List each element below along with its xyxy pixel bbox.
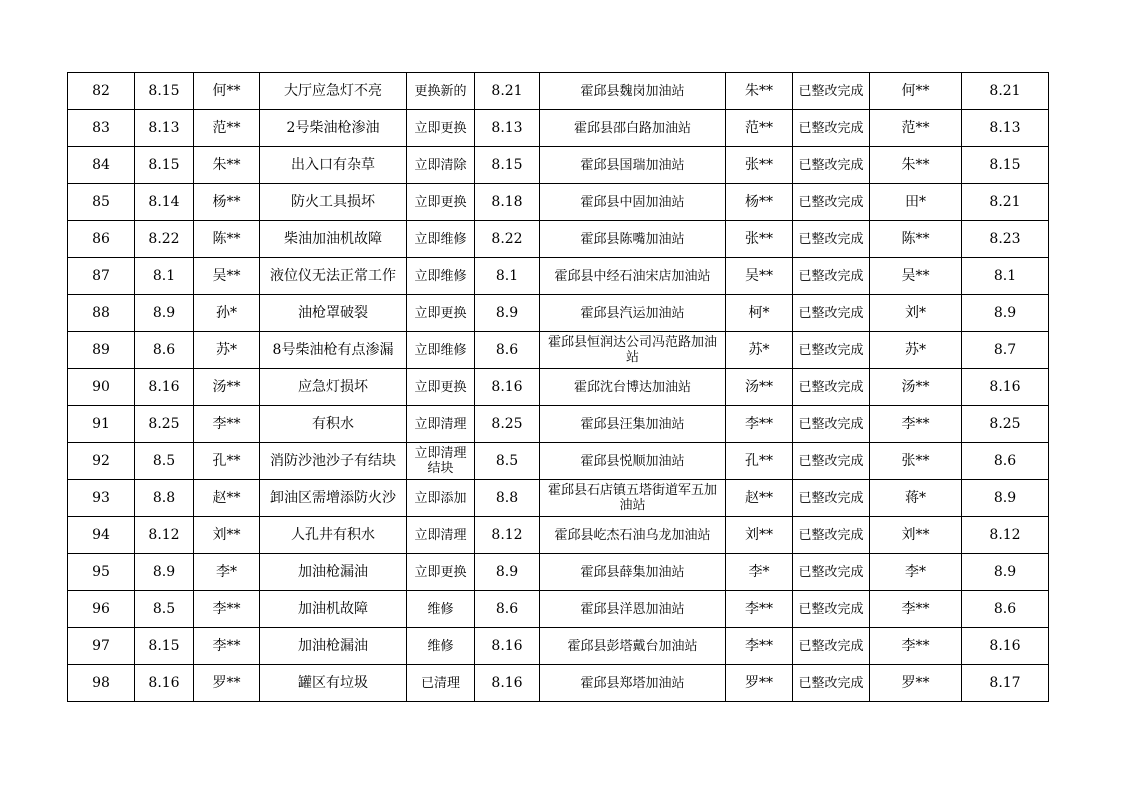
cell-reporter: 何**: [194, 73, 260, 110]
cell-action: 立即更换: [407, 295, 475, 332]
cell-action-date: 8.15: [475, 147, 540, 184]
cell-responsible: 苏*: [726, 332, 793, 369]
cell-issue: 人孔井有积水: [260, 517, 407, 554]
cell-check-date: 8.7: [962, 332, 1049, 369]
cell-date: 8.14: [135, 184, 194, 221]
cell-reporter: 孔**: [194, 443, 260, 480]
cell-reporter: 苏*: [194, 332, 260, 369]
cell-date: 8.22: [135, 221, 194, 258]
table-row: [68, 517, 1049, 554]
cell-no: 96: [68, 591, 135, 628]
cell-status: 已整改完成: [793, 332, 870, 369]
cell-date: 8.9: [135, 554, 194, 591]
cell-date: 8.12: [135, 517, 194, 554]
cell-status: 已整改完成: [793, 517, 870, 554]
cell-responsible: 汤**: [726, 369, 793, 406]
cell-checker: 苏*: [870, 332, 962, 369]
cell-checker: 汤**: [870, 369, 962, 406]
cell-check-date: 8.21: [962, 73, 1049, 110]
cell-responsible: 罗**: [726, 665, 793, 702]
cell-no: 95: [68, 554, 135, 591]
cell-status: 已整改完成: [793, 443, 870, 480]
cell-action: 立即清除: [407, 147, 475, 184]
cell-date: 8.15: [135, 73, 194, 110]
table-row: [68, 443, 1049, 480]
cell-checker: 陈**: [870, 221, 962, 258]
cell-action-date: 8.25: [475, 406, 540, 443]
cell-responsible: 杨**: [726, 184, 793, 221]
cell-action-date: 8.9: [475, 295, 540, 332]
cell-check-date: 8.9: [962, 295, 1049, 332]
cell-no: 91: [68, 406, 135, 443]
cell-reporter: 孙*: [194, 295, 260, 332]
cell-action-date: 8.12: [475, 517, 540, 554]
cell-station: 霍邱县中经石油宋店加油站: [540, 258, 726, 295]
cell-check-date: 8.17: [962, 665, 1049, 702]
cell-issue: 出入口有杂草: [260, 147, 407, 184]
cell-status: 已整改完成: [793, 406, 870, 443]
table-row: [68, 369, 1049, 406]
table-row: [68, 147, 1049, 184]
cell-status: 已整改完成: [793, 184, 870, 221]
cell-checker: 吴**: [870, 258, 962, 295]
cell-checker: 蒋*: [870, 480, 962, 517]
cell-no: 98: [68, 665, 135, 702]
cell-reporter: 陈**: [194, 221, 260, 258]
cell-action-date: 8.6: [475, 332, 540, 369]
cell-date: 8.16: [135, 369, 194, 406]
cell-action-date: 8.1: [475, 258, 540, 295]
cell-status: 已整改完成: [793, 221, 870, 258]
cell-no: 87: [68, 258, 135, 295]
cell-responsible: 李**: [726, 591, 793, 628]
cell-station: 霍邱县薛集加油站: [540, 554, 726, 591]
cell-issue: 应急灯损坏: [260, 369, 407, 406]
cell-responsible: 范**: [726, 110, 793, 147]
cell-reporter: 杨**: [194, 184, 260, 221]
cell-checker: 李**: [870, 591, 962, 628]
cell-issue: 柴油加油机故障: [260, 221, 407, 258]
cell-station: 霍邱县陈嘴加油站: [540, 221, 726, 258]
cell-reporter: 李**: [194, 406, 260, 443]
cell-status: 已整改完成: [793, 591, 870, 628]
cell-responsible: 吴**: [726, 258, 793, 295]
cell-no: 88: [68, 295, 135, 332]
cell-reporter: 赵**: [194, 480, 260, 517]
cell-station: 霍邱县邵白路加油站: [540, 110, 726, 147]
cell-reporter: 吴**: [194, 258, 260, 295]
cell-check-date: 8.12: [962, 517, 1049, 554]
cell-status: 已整改完成: [793, 258, 870, 295]
cell-responsible: 李**: [726, 628, 793, 665]
cell-no: 82: [68, 73, 135, 110]
cell-station: 霍邱县汽运加油站: [540, 295, 726, 332]
table-row: [68, 665, 1049, 702]
cell-reporter: 范**: [194, 110, 260, 147]
cell-action: 立即更换: [407, 554, 475, 591]
cell-responsible: 张**: [726, 147, 793, 184]
cell-action-date: 8.8: [475, 480, 540, 517]
cell-station: 霍邱县洋恩加油站: [540, 591, 726, 628]
cell-action: 立即更换: [407, 184, 475, 221]
cell-status: 已整改完成: [793, 110, 870, 147]
cell-status: 已整改完成: [793, 73, 870, 110]
cell-date: 8.5: [135, 591, 194, 628]
cell-issue: 消防沙池沙子有结块: [260, 443, 407, 480]
table-row: [68, 628, 1049, 665]
cell-no: 93: [68, 480, 135, 517]
cell-issue: 液位仪无法正常工作: [260, 258, 407, 295]
table-row: [68, 110, 1049, 147]
cell-date: 8.1: [135, 258, 194, 295]
cell-responsible: 李**: [726, 406, 793, 443]
cell-issue: 加油枪漏油: [260, 628, 407, 665]
cell-check-date: 8.16: [962, 369, 1049, 406]
cell-station: 霍邱县国瑞加油站: [540, 147, 726, 184]
cell-checker: 何**: [870, 73, 962, 110]
cell-responsible: 孔**: [726, 443, 793, 480]
cell-status: 已整改完成: [793, 665, 870, 702]
cell-action-date: 8.5: [475, 443, 540, 480]
cell-checker: 范**: [870, 110, 962, 147]
cell-date: 8.6: [135, 332, 194, 369]
cell-check-date: 8.15: [962, 147, 1049, 184]
table-row: [68, 406, 1049, 443]
cell-reporter: 李*: [194, 554, 260, 591]
cell-checker: 田*: [870, 184, 962, 221]
cell-action: 立即维修: [407, 258, 475, 295]
cell-responsible: 朱**: [726, 73, 793, 110]
cell-checker: 刘*: [870, 295, 962, 332]
cell-station: 霍邱县悦顺加油站: [540, 443, 726, 480]
cell-checker: 罗**: [870, 665, 962, 702]
cell-responsible: 柯*: [726, 295, 793, 332]
cell-reporter: 李**: [194, 591, 260, 628]
table-row: [68, 480, 1049, 517]
cell-checker: 张**: [870, 443, 962, 480]
cell-status: 已整改完成: [793, 628, 870, 665]
cell-status: 已整改完成: [793, 480, 870, 517]
cell-issue: 防火工具损坏: [260, 184, 407, 221]
cell-status: 已整改完成: [793, 147, 870, 184]
cell-action: 立即清理: [407, 517, 475, 554]
cell-station: 霍邱县屹杰石油乌龙加油站: [540, 517, 726, 554]
cell-action: 立即维修: [407, 221, 475, 258]
cell-check-date: 8.23: [962, 221, 1049, 258]
cell-action-date: 8.16: [475, 369, 540, 406]
cell-station: 霍邱县魏岗加油站: [540, 73, 726, 110]
cell-action: 立即维修: [407, 332, 475, 369]
cell-status: 已整改完成: [793, 554, 870, 591]
table-row: [68, 591, 1049, 628]
cell-action-date: 8.6: [475, 591, 540, 628]
cell-action-date: 8.18: [475, 184, 540, 221]
cell-check-date: 8.9: [962, 480, 1049, 517]
table-body: [68, 73, 1049, 702]
cell-station: 霍邱县恒润达公司冯范路加油站: [540, 332, 726, 369]
cell-responsible: 刘**: [726, 517, 793, 554]
table-row: [68, 332, 1049, 369]
cell-issue: 罐区有垃圾: [260, 665, 407, 702]
cell-reporter: 刘**: [194, 517, 260, 554]
cell-no: 84: [68, 147, 135, 184]
cell-action: 维修: [407, 591, 475, 628]
cell-reporter: 李**: [194, 628, 260, 665]
cell-action-date: 8.16: [475, 628, 540, 665]
cell-action: 立即更换: [407, 110, 475, 147]
cell-date: 8.5: [135, 443, 194, 480]
cell-reporter: 朱**: [194, 147, 260, 184]
cell-no: 83: [68, 110, 135, 147]
cell-station: 霍邱县汪集加油站: [540, 406, 726, 443]
cell-checker: 朱**: [870, 147, 962, 184]
inspection-table: [67, 72, 1049, 702]
cell-checker: 李**: [870, 628, 962, 665]
table-row: [68, 554, 1049, 591]
cell-responsible: 李*: [726, 554, 793, 591]
table-row: [68, 184, 1049, 221]
cell-action: 立即清理结块: [407, 443, 475, 480]
cell-checker: 李*: [870, 554, 962, 591]
table-row: [68, 73, 1049, 110]
table-row: [68, 295, 1049, 332]
cell-station: 霍邱县郑塔加油站: [540, 665, 726, 702]
cell-check-date: 8.1: [962, 258, 1049, 295]
cell-check-date: 8.21: [962, 184, 1049, 221]
cell-issue: 卸油区需增添防火沙: [260, 480, 407, 517]
cell-action: 立即清理: [407, 406, 475, 443]
cell-check-date: 8.13: [962, 110, 1049, 147]
cell-issue: 8号柴油枪有点渗漏: [260, 332, 407, 369]
cell-action-date: 8.16: [475, 665, 540, 702]
cell-date: 8.8: [135, 480, 194, 517]
table-row: [68, 258, 1049, 295]
cell-date: 8.15: [135, 628, 194, 665]
cell-issue: 加油机故障: [260, 591, 407, 628]
cell-no: 86: [68, 221, 135, 258]
cell-action-date: 8.22: [475, 221, 540, 258]
cell-check-date: 8.16: [962, 628, 1049, 665]
cell-action: 立即添加: [407, 480, 475, 517]
cell-no: 92: [68, 443, 135, 480]
cell-no: 85: [68, 184, 135, 221]
cell-station: 霍邱沈台博达加油站: [540, 369, 726, 406]
cell-no: 94: [68, 517, 135, 554]
cell-reporter: 汤**: [194, 369, 260, 406]
cell-station: 霍邱县中固加油站: [540, 184, 726, 221]
cell-issue: 加油枪漏油: [260, 554, 407, 591]
cell-action: 更换新的: [407, 73, 475, 110]
cell-action: 立即更换: [407, 369, 475, 406]
cell-issue: 有积水: [260, 406, 407, 443]
cell-date: 8.15: [135, 147, 194, 184]
cell-check-date: 8.6: [962, 591, 1049, 628]
cell-status: 已整改完成: [793, 295, 870, 332]
cell-check-date: 8.6: [962, 443, 1049, 480]
cell-reporter: 罗**: [194, 665, 260, 702]
cell-action-date: 8.21: [475, 73, 540, 110]
cell-date: 8.9: [135, 295, 194, 332]
cell-action-date: 8.13: [475, 110, 540, 147]
cell-issue: 2号柴油枪渗油: [260, 110, 407, 147]
cell-action: 维修: [407, 628, 475, 665]
cell-action: 已清理: [407, 665, 475, 702]
cell-check-date: 8.9: [962, 554, 1049, 591]
cell-no: 90: [68, 369, 135, 406]
cell-check-date: 8.25: [962, 406, 1049, 443]
cell-responsible: 张**: [726, 221, 793, 258]
cell-issue: 大厅应急灯不亮: [260, 73, 407, 110]
cell-checker: 刘**: [870, 517, 962, 554]
cell-action-date: 8.9: [475, 554, 540, 591]
cell-status: 已整改完成: [793, 369, 870, 406]
table-row: [68, 221, 1049, 258]
cell-station: 霍邱县石店镇五塔街道军五加油站: [540, 480, 726, 517]
cell-date: 8.13: [135, 110, 194, 147]
cell-issue: 油枪罩破裂: [260, 295, 407, 332]
cell-no: 89: [68, 332, 135, 369]
cell-date: 8.25: [135, 406, 194, 443]
cell-date: 8.16: [135, 665, 194, 702]
cell-checker: 李**: [870, 406, 962, 443]
cell-no: 97: [68, 628, 135, 665]
cell-responsible: 赵**: [726, 480, 793, 517]
cell-station: 霍邱县彭塔戴台加油站: [540, 628, 726, 665]
